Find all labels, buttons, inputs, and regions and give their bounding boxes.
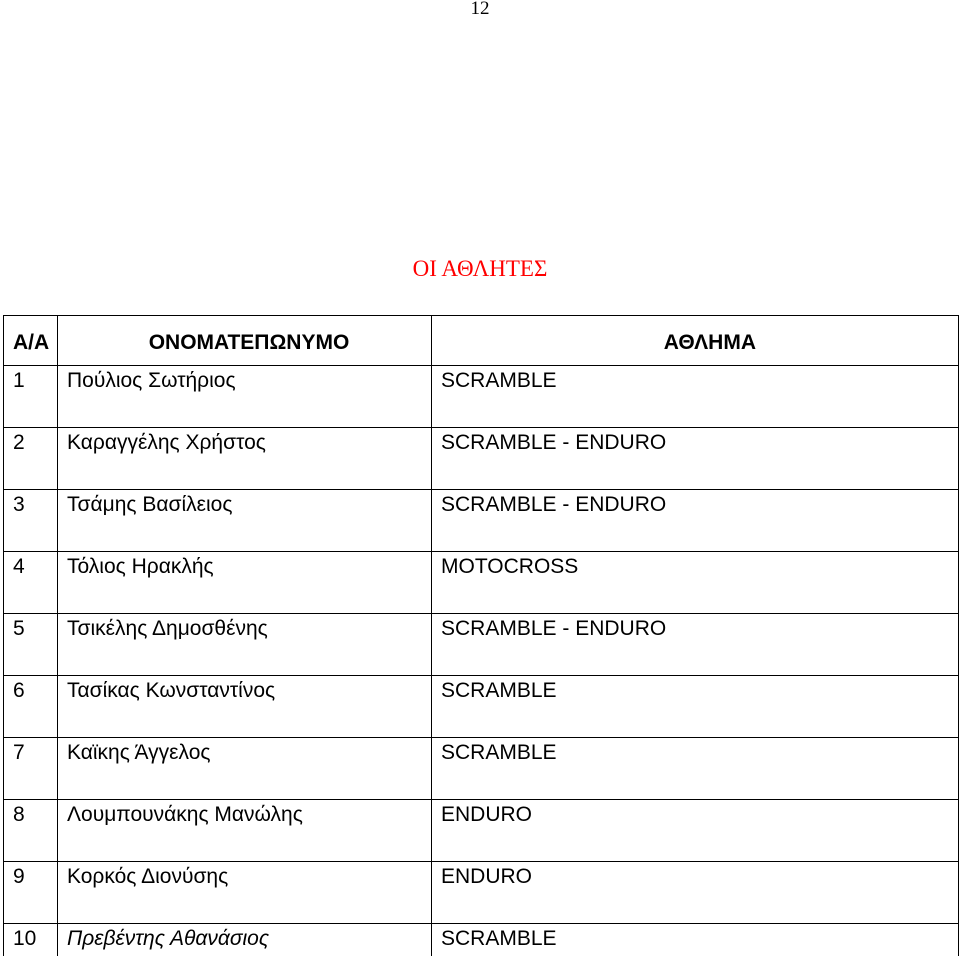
- row-num: 9: [4, 862, 58, 924]
- row-sport: SCRAMBLE: [432, 924, 959, 956]
- row-sport: ENDURO: [432, 862, 959, 924]
- header-num: Α/Α: [4, 316, 58, 366]
- row-name: Κορκός Διονύσης: [58, 862, 432, 924]
- row-num: 1: [4, 366, 58, 428]
- row-num: 4: [4, 552, 58, 614]
- table-row: [4, 738, 959, 800]
- table-header-row: [4, 316, 959, 366]
- table-row: [4, 800, 959, 862]
- title-text: ΟΙ ΑΘΛΗΤΕΣ: [412, 256, 548, 281]
- table-row: [4, 862, 959, 924]
- row-name: Τσάμης Βασίλειος: [58, 490, 432, 552]
- row-num: 6: [4, 676, 58, 738]
- row-sport: SCRAMBLE: [432, 676, 959, 738]
- row-name: Καϊκης Άγγελος: [58, 738, 432, 800]
- row-name: Πρεβέντης Αθανάσιος: [58, 924, 432, 956]
- table-row: [4, 428, 959, 490]
- table-row: [4, 614, 959, 676]
- row-sport: SCRAMBLE - ENDURO: [432, 428, 959, 490]
- athletes-table: [3, 315, 959, 956]
- row-name: Καραγγέλης Χρήστος: [58, 428, 432, 490]
- header-sport: ΑΘΛΗΜΑ: [432, 316, 959, 366]
- row-sport: SCRAMBLE: [432, 738, 959, 800]
- row-num: 2: [4, 428, 58, 490]
- row-num: 8: [4, 800, 58, 862]
- table-row: [4, 676, 959, 738]
- page-number: 12: [470, 0, 490, 19]
- row-sport: SCRAMBLE - ENDURO: [432, 490, 959, 552]
- page-title: [0, 256, 960, 282]
- row-num: 3: [4, 490, 58, 552]
- row-num: 5: [4, 614, 58, 676]
- row-num: 10: [4, 924, 58, 956]
- header-name: ΟΝΟΜΑΤΕΠΩΝΥΜΟ: [58, 316, 432, 366]
- table-row: [4, 366, 959, 428]
- table-row: [4, 552, 959, 614]
- row-sport: ENDURO: [432, 800, 959, 862]
- row-sport: SCRAMBLE: [432, 366, 959, 428]
- table-row: [4, 924, 959, 956]
- table-row: [4, 490, 959, 552]
- row-num: 7: [4, 738, 58, 800]
- row-sport: MOTOCROSS: [432, 552, 959, 614]
- row-sport: SCRAMBLE - ENDURO: [432, 614, 959, 676]
- row-name: Λουμπουνάκης Μανώλης: [58, 800, 432, 862]
- row-name: Τσικέλης Δημοσθένης: [58, 614, 432, 676]
- row-name: Τόλιος Ηρακλής: [58, 552, 432, 614]
- row-name: Τασίκας Κωνσταντίνος: [58, 676, 432, 738]
- row-name: Πούλιος Σωτήριος: [58, 366, 432, 428]
